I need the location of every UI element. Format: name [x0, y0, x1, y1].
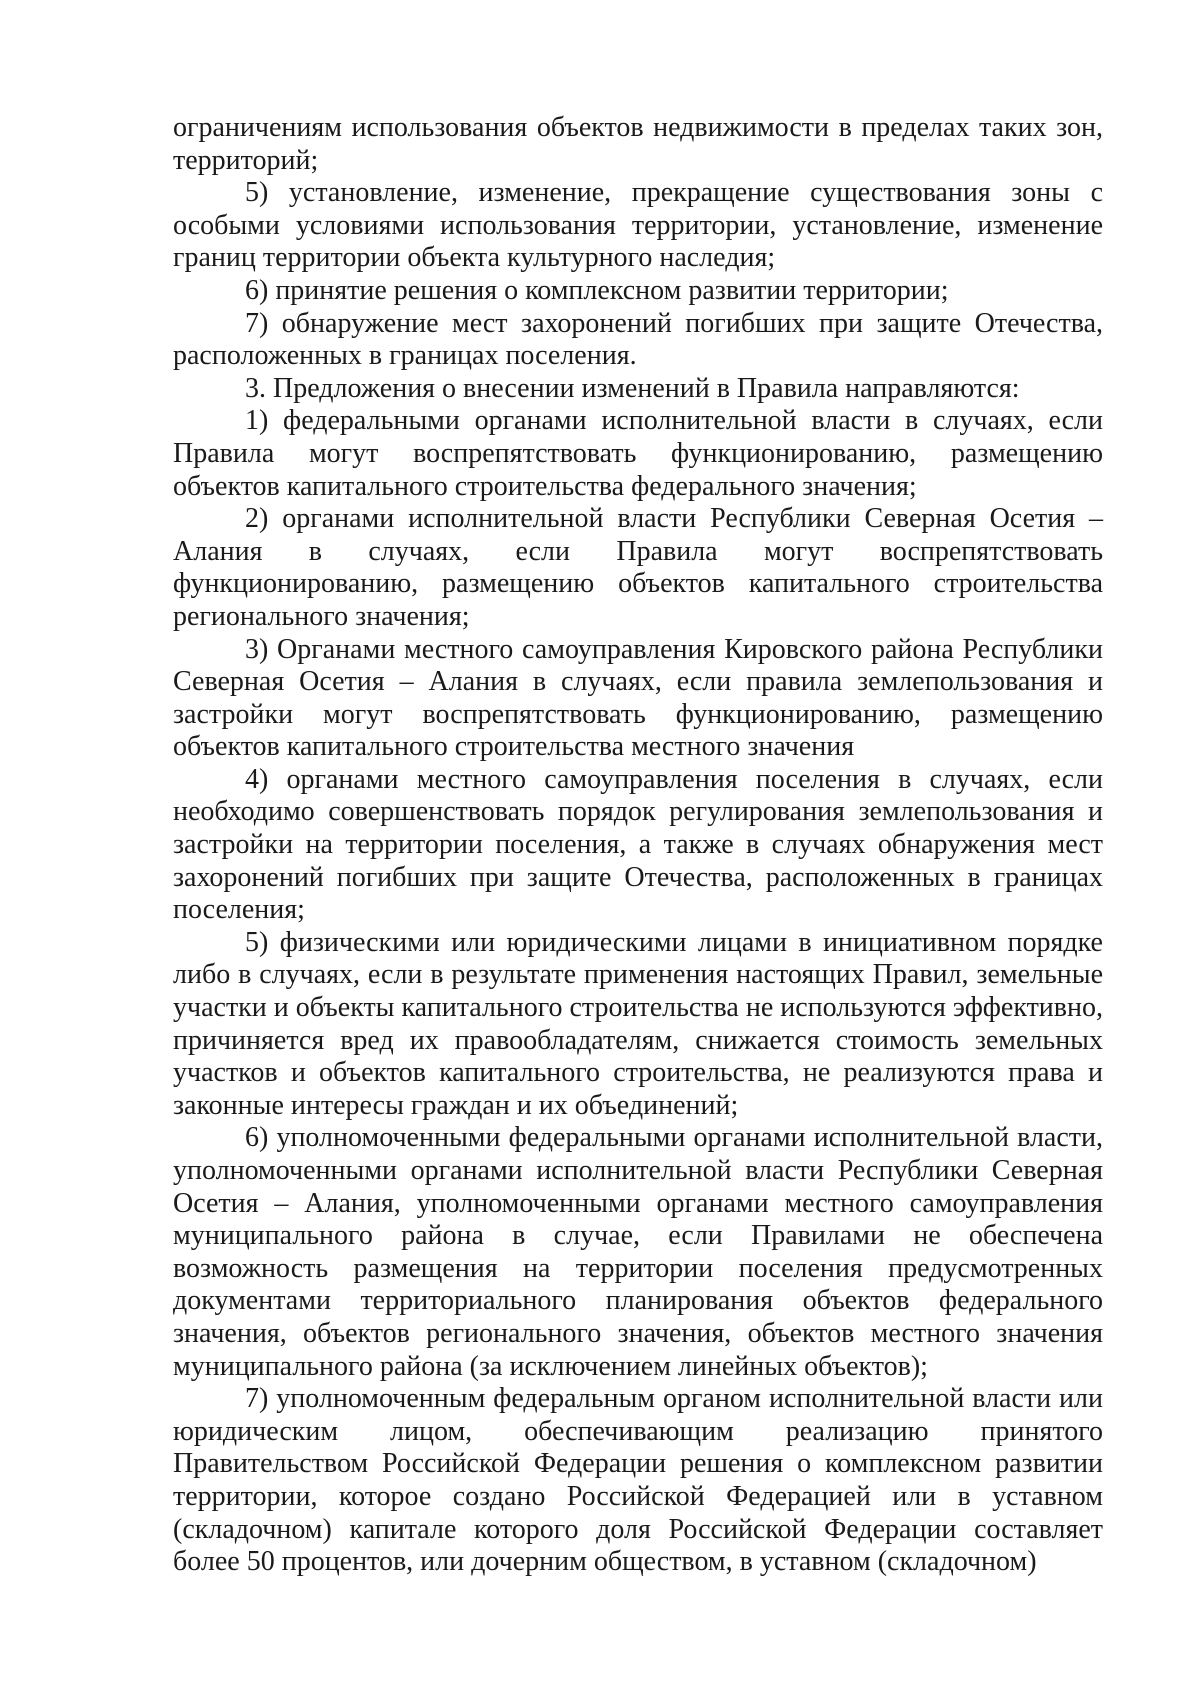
paragraph-proposal-1-federal: 1) федеральными органами исполнительной власти в случаях, если Правила могут воспрепятствовать функционированию, размещению объектов капитального строительства федерального значения; — [173, 405, 1103, 502]
paragraph-proposal-4-settlement: 4) органами местного самоуправления поселения в случаях, если необходимо совершенствовать порядок регулирования землепользования и застройки на территории поселения, а также в случаях обнаружения мест захоронений погибших при защите Отечества, расположенных в границах поселения; — [173, 763, 1103, 926]
paragraph-proposal-7-federal-body: 7) уполномоченным федеральным органом исполнительной власти или юридическим лицом, обеспечивающим реализацию принятого Правительством Российской Федерации решения о комплексном развитии территории, которое создано Российской Федерацией или в уставном (складочном) капитале которого доля Российской Федерации составляет более 50 процентов, или дочерним обществом, в уставном (складочном) — [173, 1383, 1103, 1578]
paragraph-item-5-zone: 5) установление, изменение, прекращение существования зоны с особыми условиями использования территории, установление, изменение границ территории объекта культурного наследия; — [173, 177, 1103, 274]
paragraph-continuation: ограничениям использования объектов недвижимости в пределах таких зон, территорий; — [173, 112, 1103, 176]
paragraph-section-3-heading: 3. Предложения о внесении изменений в Правила направляются: — [245, 372, 1020, 404]
paragraph-item-6-development: 6) принятие решения о комплексном развитии территории; — [245, 274, 949, 306]
paragraph-proposal-6-authorized: 6) уполномоченными федеральными органами исполнительной власти, уполномоченными органами исполнительной власти Республики Северная Осетия – Алания, уполномоченными органами местного самоуправления муниципального района в случае, если Правилами не обеспечена возможность размещения на территории поселения предусмотренных документами территориального планирования объектов федерального значения, объектов регионального значения, объектов местного значения муниципального района (за исключением линейных объектов); — [173, 1122, 1103, 1382]
paragraph-proposal-5-persons: 5) физическими или юридическими лицами в инициативном порядке либо в случаях, если в результате применения настоящих Правил, земельные участки и объекты капитального строительства не используются эффективно, причиняется вред их правообладателям, снижается стоимость земельных участков и объектов капитального строительства, не реализуются права и законные интересы граждан и их объединений; — [173, 926, 1103, 1121]
paragraph-proposal-2-regional: 2) органами исполнительной власти Республики Северная Осетия – Алания в случаях, если Правила могут воспрепятствовать функционированию, размещению объектов капитального строительства регионального значения; — [173, 503, 1103, 632]
document-body — [173, 112, 1103, 1579]
paragraph-item-7-burials: 7) обнаружение мест захоронений погибших при защите Отечества, расположенных в границах поселения. — [173, 307, 1103, 372]
paragraph-proposal-3-district: 3) Органами местного самоуправления Кировского района Республики Северная Осетия – Алания в случаях, если правила землепользования и застройки могут воспрепятствовать функционированию, размещению объектов капитального строительства местного значения — [173, 633, 1103, 763]
